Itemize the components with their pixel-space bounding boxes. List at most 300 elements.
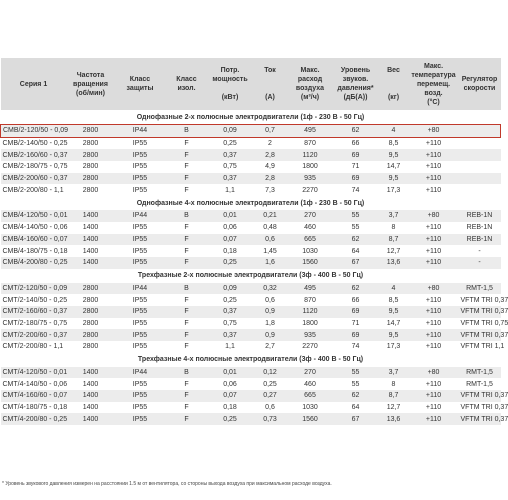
table-cell: 2800 (67, 283, 115, 295)
section-title: Однофазные 2-х полюсные электродвигатели (1ф - 230 В - 50 Гц) (1, 110, 501, 125)
column-header-line: Уровень (340, 67, 371, 74)
table-cell: 2,8 (253, 149, 288, 161)
table-cell (459, 173, 501, 185)
column-header-line: Класс (176, 76, 197, 83)
table-cell: 0,25 (208, 413, 253, 425)
section-header-row (1, 196, 501, 210)
table-cell: 935 (288, 173, 333, 185)
table-cell: 1,1 (208, 341, 253, 353)
table-cell: B (166, 283, 208, 295)
table-cell: 1030 (288, 245, 333, 257)
table-cell: +110 (409, 257, 459, 269)
column-header-line: (м³/ч) (300, 94, 320, 101)
table-cell: 2800 (67, 341, 115, 353)
table-cell: 460 (288, 222, 333, 234)
table-cell (459, 184, 501, 196)
model-name-cell: CMT/4-180/75 - 0,18 (1, 402, 67, 414)
table-cell: VFTM TRI 0,37 (459, 413, 501, 425)
column-header (166, 58, 208, 110)
column-header (208, 58, 253, 110)
column-header-line: перемещ. возд. (416, 80, 451, 97)
table-cell: VFTM TRI 0,37 (459, 329, 501, 341)
column-header (115, 58, 166, 110)
table-cell: 3,7 (379, 367, 409, 379)
table-row (1, 137, 501, 149)
column-header (333, 58, 379, 110)
table-cell: 62 (333, 283, 379, 295)
table-cell: 0,75 (208, 318, 253, 330)
table-cell: IP55 (115, 378, 166, 390)
table-cell: 1400 (67, 390, 115, 402)
table-cell: 2800 (67, 329, 115, 341)
table-cell: F (166, 318, 208, 330)
table-cell: VFTM TRI 0,37 (459, 390, 501, 402)
table-cell: 1400 (67, 234, 115, 246)
table-cell: 270 (288, 210, 333, 222)
table-cell: +110 (409, 341, 459, 353)
table-cell: 1120 (288, 306, 333, 318)
table-cell: 69 (333, 149, 379, 161)
table-cell: 0,06 (208, 378, 253, 390)
column-header-line: (дБ(А)) (343, 94, 368, 101)
column-header-line: (А) (265, 94, 275, 101)
table-row (1, 210, 501, 222)
column-header-line: вращения (73, 80, 108, 88)
table-cell: 1030 (288, 402, 333, 414)
table-cell: 1400 (67, 413, 115, 425)
table-cell: 2800 (67, 318, 115, 330)
table-cell: F (166, 173, 208, 185)
table-cell: 1400 (67, 367, 115, 379)
table-cell: +110 (409, 234, 459, 246)
column-header (67, 58, 115, 110)
column-header-line: Регулятор (461, 76, 498, 83)
table-cell: 870 (288, 137, 333, 149)
table-cell: 2800 (67, 173, 115, 185)
table-cell: VFTM TRI 0,75 (459, 318, 501, 330)
table-cell: +110 (409, 161, 459, 173)
table-cell: 9,5 (379, 306, 409, 318)
column-header (1, 58, 67, 110)
table-cell: F (166, 245, 208, 257)
table-cell: IP55 (115, 294, 166, 306)
table-cell: 69 (333, 173, 379, 185)
table-cell: 0,32 (253, 283, 288, 295)
column-header-line (254, 84, 287, 93)
table-cell: 2,8 (253, 173, 288, 185)
column-header-line: Серия 1 (19, 80, 48, 88)
table-cell: 1,45 (253, 245, 288, 257)
table-cell: IP55 (115, 306, 166, 318)
table-cell: 0,27 (253, 390, 288, 402)
table-cell: 3,7 (379, 210, 409, 222)
table-cell: +110 (409, 413, 459, 425)
table-cell: 13,6 (379, 257, 409, 269)
column-header-line: (кг) (387, 94, 400, 101)
table-header (1, 58, 501, 110)
section-header-row (1, 110, 501, 125)
column-header-line: Потр. (220, 67, 240, 74)
table-row (1, 234, 501, 246)
table-cell: F (166, 161, 208, 173)
table-cell: 0,18 (208, 245, 253, 257)
table-cell: 67 (333, 413, 379, 425)
section-title: Трехфазные 4-х полюсные электродвигатели (3ф - 400 В - 50 Гц) (1, 353, 501, 367)
column-header-line: Класс (129, 76, 151, 83)
model-name-cell: CMB/4-200/80 - 0,25 (1, 257, 67, 269)
section-header-row (1, 269, 501, 283)
footnote: * Уровень звукового давления измерен на расстоянии 1.5 м от вентилятора, со стороны выхода воздуха при максимальном расходе воздуха. (2, 481, 332, 487)
table-cell: F (166, 257, 208, 269)
table-cell: +110 (409, 173, 459, 185)
table-cell: IP55 (115, 318, 166, 330)
table-cell: +110 (409, 306, 459, 318)
table-cell: 1,1 (208, 184, 253, 196)
table-cell: 2800 (67, 184, 115, 196)
table-cell: 64 (333, 245, 379, 257)
table-cell: 71 (333, 161, 379, 173)
table-row (1, 245, 501, 257)
table-cell: 17,3 (379, 341, 409, 353)
table-cell: 66 (333, 137, 379, 149)
column-header-line: (°C) (427, 98, 440, 106)
table-cell: IP55 (115, 257, 166, 269)
section-title: Трехфазные 2-х полюсные электродвигатели (3ф - 400 В - 50 Гц) (1, 269, 501, 283)
table-row (1, 184, 501, 196)
table-cell: IP55 (115, 329, 166, 341)
table-cell: VFTM TRI 0,37 (459, 402, 501, 414)
table-cell: +110 (409, 378, 459, 390)
table-cell: +110 (409, 149, 459, 161)
table-cell: F (166, 413, 208, 425)
table-cell: 495 (288, 283, 333, 295)
table-cell: 9,5 (379, 329, 409, 341)
table-cell: 495 (288, 125, 333, 138)
table-cell: REB-1N (459, 222, 501, 234)
table-row (1, 257, 501, 269)
table-cell: 1400 (67, 402, 115, 414)
table-cell: 0,12 (253, 367, 288, 379)
table-cell: F (166, 306, 208, 318)
column-header (253, 58, 288, 110)
table-cell: 69 (333, 306, 379, 318)
table-cell: IP55 (115, 234, 166, 246)
table-cell: 62 (333, 125, 379, 138)
table-cell: - (459, 257, 501, 269)
table-cell: 8,5 (379, 294, 409, 306)
table-cell: 0,6 (253, 234, 288, 246)
table-cell: VFTM TRI 0,37 (459, 294, 501, 306)
table-cell: 0,09 (208, 283, 253, 295)
model-name-cell: CMT/2-200/80 - 1,1 (1, 341, 67, 353)
model-name-cell: CMT/4-160/60 - 0,07 (1, 390, 67, 402)
table-cell: 12,7 (379, 402, 409, 414)
table-cell: +110 (409, 184, 459, 196)
table-cell: 0,18 (208, 402, 253, 414)
column-header-line: Ток (264, 67, 276, 74)
table-cell: 0,6 (253, 402, 288, 414)
table-cell: 2800 (67, 125, 115, 138)
table-cell: 14,7 (379, 161, 409, 173)
table-row (1, 222, 501, 234)
table-cell: 0,37 (208, 306, 253, 318)
column-header-line: воздуха (295, 85, 325, 92)
table-cell: 14,7 (379, 318, 409, 330)
table-cell: 8,5 (379, 137, 409, 149)
table-cell: IP44 (115, 367, 166, 379)
table-cell: +110 (409, 294, 459, 306)
table-cell: IP55 (115, 341, 166, 353)
column-header-line: звуков. (342, 76, 369, 83)
table-row (1, 294, 501, 306)
table-cell: F (166, 378, 208, 390)
table-cell: 69 (333, 329, 379, 341)
column-header-line: мощность (212, 76, 248, 83)
table-cell: IP44 (115, 283, 166, 295)
table-cell: 2800 (67, 161, 115, 173)
model-name-cell: CMB/2-120/50 - 0,09 (1, 125, 67, 138)
table-cell: 8 (379, 222, 409, 234)
column-header-line: скорости (463, 85, 496, 92)
column-header-line (254, 75, 287, 84)
table-row (1, 283, 501, 295)
table-row (1, 306, 501, 318)
table-cell: RMT-1,5 (459, 378, 501, 390)
model-name-cell: CMT/2-200/60 - 0,37 (1, 329, 67, 341)
section-title: Однофазные 4-х полюсные электродвигатели (1ф - 230 В - 50 Гц) (1, 196, 501, 210)
table-cell (459, 149, 501, 161)
table-cell: 1800 (288, 161, 333, 173)
table-cell: RMT-1,5 (459, 367, 501, 379)
column-header-line (209, 84, 252, 93)
spec-table-container (0, 58, 508, 425)
table-cell: F (166, 184, 208, 196)
table-cell: IP55 (115, 413, 166, 425)
model-name-cell: CMB/2-200/80 - 1,1 (1, 184, 67, 196)
table-cell: VFTM TRI 1,1 (459, 341, 501, 353)
column-header-line (380, 75, 408, 84)
model-name-cell: CMT/2-140/50 - 0,25 (1, 294, 67, 306)
column-header-line: Макс. (300, 67, 320, 74)
table-cell: 870 (288, 294, 333, 306)
table-cell: +110 (409, 390, 459, 402)
table-cell: 665 (288, 390, 333, 402)
model-name-cell: CMB/2-200/60 - 0,37 (1, 173, 67, 185)
table-cell: +110 (409, 245, 459, 257)
table-cell: REB-1N (459, 210, 501, 222)
table-cell: 0,01 (208, 210, 253, 222)
table-cell (459, 125, 501, 138)
table-cell: +80 (409, 283, 459, 295)
table-cell: B (166, 125, 208, 138)
table-cell: 8 (379, 378, 409, 390)
table-cell: 1,8 (253, 318, 288, 330)
table-cell: F (166, 402, 208, 414)
table-cell: F (166, 294, 208, 306)
table-cell: 0,6 (253, 294, 288, 306)
table-cell: - (459, 245, 501, 257)
column-header-line: расход (297, 76, 323, 83)
table-cell: 0,09 (208, 125, 253, 138)
column-header-line: давления* (337, 85, 374, 92)
table-cell: 2270 (288, 184, 333, 196)
table-cell: 55 (333, 378, 379, 390)
table-cell: +80 (409, 210, 459, 222)
table-cell: 0,37 (208, 173, 253, 185)
table-cell: 17,3 (379, 184, 409, 196)
table-cell: 62 (333, 234, 379, 246)
table-cell: B (166, 210, 208, 222)
table-cell: 1560 (288, 413, 333, 425)
table-cell: F (166, 390, 208, 402)
model-name-cell: CMB/2-160/60 - 0,37 (1, 149, 67, 161)
table-cell: 1400 (67, 378, 115, 390)
model-name-cell: CMT/4-140/50 - 0,06 (1, 378, 67, 390)
table-cell: 12,7 (379, 245, 409, 257)
table-cell: 8,7 (379, 234, 409, 246)
table-cell: F (166, 149, 208, 161)
table-cell: 9,5 (379, 173, 409, 185)
table-cell: F (166, 234, 208, 246)
table-cell: 0,48 (253, 222, 288, 234)
table-row (1, 149, 501, 161)
table-row (1, 390, 501, 402)
table-cell: 67 (333, 257, 379, 269)
table-row (1, 367, 501, 379)
column-header-line (380, 84, 408, 93)
table-cell: F (166, 329, 208, 341)
section-header-row (1, 353, 501, 367)
table-cell: IP55 (115, 402, 166, 414)
table-cell: 0,73 (253, 413, 288, 425)
table-cell: 0,75 (208, 161, 253, 173)
table-cell: +80 (409, 125, 459, 138)
table-cell: 2270 (288, 341, 333, 353)
table-cell: 2800 (67, 137, 115, 149)
table-row (1, 318, 501, 330)
table-cell: IP55 (115, 161, 166, 173)
column-header-line: (кВт) (221, 94, 239, 101)
model-name-cell: CMB/4-160/60 - 0,07 (1, 234, 67, 246)
model-name-cell: CMB/2-140/50 - 0,25 (1, 137, 67, 149)
table-cell: 1400 (67, 222, 115, 234)
table-cell: 64 (333, 402, 379, 414)
table-cell: +110 (409, 137, 459, 149)
table-row (1, 378, 501, 390)
table-cell: IP55 (115, 137, 166, 149)
table-cell: 0,25 (208, 137, 253, 149)
table-cell: 1120 (288, 149, 333, 161)
table-cell: 7,3 (253, 184, 288, 196)
table-cell: VFTM TRI 0,37 (459, 306, 501, 318)
model-name-cell: CMT/2-120/50 - 0,09 (1, 283, 67, 295)
table-cell: 0,01 (208, 367, 253, 379)
table-cell: 0,25 (253, 378, 288, 390)
table-cell: 2800 (67, 294, 115, 306)
table-cell: +110 (409, 402, 459, 414)
column-header-line: Вес (387, 67, 400, 74)
column-header-line: (об/мин) (76, 89, 105, 97)
table-cell (459, 161, 501, 173)
column-header (379, 58, 409, 110)
column-header-line: Частота (76, 71, 105, 79)
table-cell: IP55 (115, 149, 166, 161)
table-cell: IP55 (115, 245, 166, 257)
table-cell: 2800 (67, 149, 115, 161)
table-cell: 1400 (67, 257, 115, 269)
table-cell: +110 (409, 222, 459, 234)
table-cell: 1800 (288, 318, 333, 330)
table-cell: 1400 (67, 210, 115, 222)
table-cell: B (166, 367, 208, 379)
table-cell: REB-1N (459, 234, 501, 246)
column-header-line: изол. (177, 85, 196, 92)
table-cell: 9,5 (379, 149, 409, 161)
table-cell: 8,7 (379, 390, 409, 402)
table-cell: 0,37 (208, 149, 253, 161)
table-row (1, 413, 501, 425)
table-row (1, 341, 501, 353)
table-cell: 66 (333, 294, 379, 306)
model-name-cell: CMB/4-180/75 - 0,18 (1, 245, 67, 257)
table-cell: F (166, 341, 208, 353)
model-name-cell: CMB/4-140/50 - 0,06 (1, 222, 67, 234)
table-cell: 0,06 (208, 222, 253, 234)
table-cell: 0,9 (253, 306, 288, 318)
table-cell: IP44 (115, 125, 166, 138)
table-row-highlighted (1, 125, 501, 138)
table-cell: +110 (409, 329, 459, 341)
table-cell: 0,37 (208, 329, 253, 341)
table-cell: 1,6 (253, 257, 288, 269)
table-cell: 0,21 (253, 210, 288, 222)
table-cell: F (166, 137, 208, 149)
table-cell: 665 (288, 234, 333, 246)
table-cell: 74 (333, 341, 379, 353)
table-cell: F (166, 222, 208, 234)
table-cell: IP44 (115, 210, 166, 222)
fan-spec-table (0, 58, 508, 425)
table-cell: 55 (333, 210, 379, 222)
table-cell: 2 (253, 137, 288, 149)
table-cell: 0,9 (253, 329, 288, 341)
table-cell: IP55 (115, 390, 166, 402)
table-cell (459, 137, 501, 149)
table-cell: 2,7 (253, 341, 288, 353)
table-cell: 2800 (67, 306, 115, 318)
model-name-cell: CMT/4-120/50 - 0,01 (1, 367, 67, 379)
model-name-cell: CMT/2-180/75 - 0,75 (1, 318, 67, 330)
table-row (1, 402, 501, 414)
table-row (1, 329, 501, 341)
table-cell: 4,9 (253, 161, 288, 173)
table-cell: 4 (379, 125, 409, 138)
column-header-line: температура (411, 71, 456, 79)
table-cell: +110 (409, 318, 459, 330)
table-cell: 0,25 (208, 294, 253, 306)
table-cell: +80 (409, 367, 459, 379)
table-cell: IP55 (115, 222, 166, 234)
column-header (459, 58, 501, 110)
table-cell: 0,07 (208, 234, 253, 246)
model-name-cell: CMT/2-160/60 - 0,37 (1, 306, 67, 318)
model-name-cell: CMT/4-200/80 - 0,25 (1, 413, 67, 425)
table-cell: 13,6 (379, 413, 409, 425)
table-cell: 1560 (288, 257, 333, 269)
table-row (1, 173, 501, 185)
model-name-cell: CMB/2-180/75 - 0,75 (1, 161, 67, 173)
table-cell: 74 (333, 184, 379, 196)
